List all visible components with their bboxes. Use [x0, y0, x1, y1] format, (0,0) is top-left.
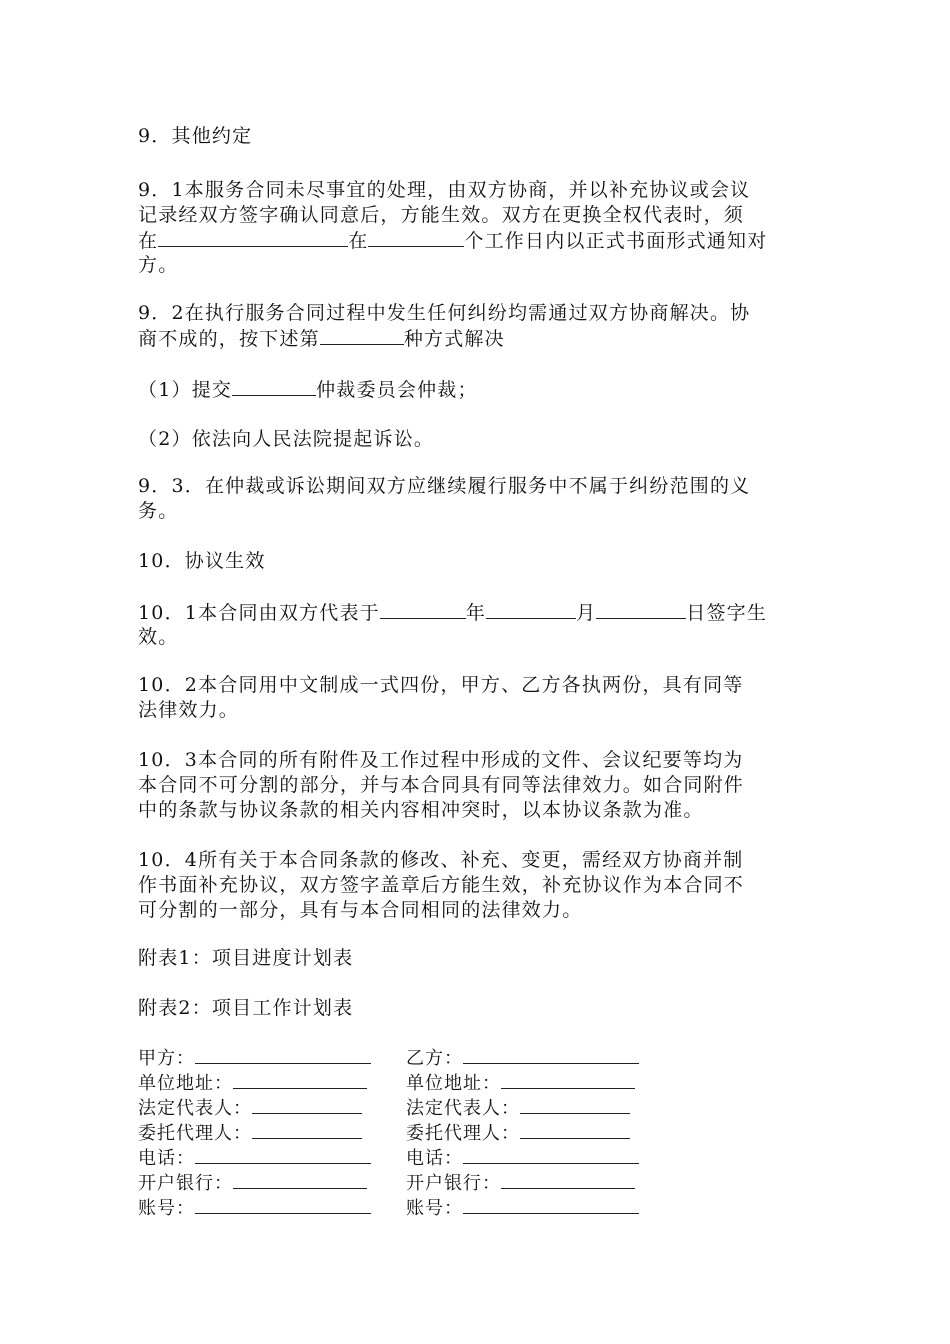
clause-9-1-line — [138, 228, 818, 254]
party-a-agent-row — [138, 1121, 362, 1146]
clause-10-1-line — [138, 600, 818, 626]
appendix-1: 附表1：项目进度计划表 — [138, 947, 354, 969]
text-fragment: 在 — [348, 230, 369, 252]
clause-10-4-line: 10．4所有关于本合同条款的修改、补充、变更，需经双方协商并制 — [138, 849, 744, 871]
field-label: 单位地址： — [406, 1073, 501, 1094]
fill-in-blank[interactable] — [233, 1171, 367, 1189]
fill-in-blank[interactable] — [463, 1196, 639, 1214]
clause-10-2-line: 法律效力。 — [138, 699, 240, 721]
text-fragment: 商不成的，按下述第 — [138, 328, 320, 350]
fill-in-blank[interactable] — [501, 1071, 635, 1089]
fill-in-blank[interactable] — [195, 1196, 371, 1214]
party-a-name-row — [138, 1046, 371, 1071]
fill-in-blank[interactable] — [195, 1146, 371, 1164]
option-1 — [138, 377, 818, 403]
text-fragment: （1）提交 — [138, 379, 233, 401]
fill-in-blank[interactable] — [252, 1096, 362, 1114]
appendix-2: 附表2：项目工作计划表 — [138, 997, 354, 1019]
fill-in-blank[interactable] — [320, 326, 404, 345]
field-label: 乙方： — [406, 1048, 463, 1069]
clause-9-3-line: 务。 — [138, 500, 179, 522]
fill-in-blank[interactable] — [252, 1121, 362, 1139]
clause-9-2-line — [138, 326, 818, 352]
field-label: 委托代理人： — [406, 1123, 520, 1144]
clause-10-1-line: 效。 — [138, 626, 179, 648]
field-label: 法定代表人： — [406, 1098, 520, 1119]
field-label: 甲方： — [138, 1048, 195, 1069]
field-label: 单位地址： — [138, 1073, 233, 1094]
party-b-phone-row — [406, 1146, 639, 1171]
clause-10-2-line: 10．2本合同用中文制成一式四份，甲方、乙方各执两份，具有同等 — [138, 674, 744, 696]
party-a-legal-rep-row — [138, 1096, 362, 1121]
fill-in-blank[interactable] — [232, 377, 316, 396]
party-b-account-row — [406, 1196, 639, 1221]
section-10-title: 10．协议生效 — [138, 550, 266, 572]
clause-9-1-line: 记录经双方签字确认同意后，方能生效。双方在更换全权代表时，须 — [138, 204, 745, 226]
text-fragment: 种方式解决 — [403, 328, 505, 350]
field-label: 账号： — [138, 1198, 195, 1219]
clause-9-1-line: 9．1本服务合同未尽事宜的处理，由双方协商，并以补充协议或会议 — [138, 179, 751, 201]
fill-in-blank[interactable] — [463, 1046, 639, 1064]
party-b-name-row — [406, 1046, 639, 1071]
party-b-agent-row — [406, 1121, 630, 1146]
clause-10-4-line: 可分割的一部分，具有与本合同相同的法律效力。 — [138, 899, 583, 921]
field-label: 账号： — [406, 1198, 463, 1219]
field-label: 开户银行： — [406, 1173, 501, 1194]
clause-10-3-line: 10．3本合同的所有附件及工作过程中形成的文件、会议纪要等均为 — [138, 749, 744, 771]
fill-in-blank[interactable] — [520, 1121, 630, 1139]
clause-10-4-line: 作书面补充协议，双方签字盖章后方能生效，补充协议作为本合同不 — [138, 874, 745, 896]
field-label: 委托代理人： — [138, 1123, 252, 1144]
fill-in-blank[interactable] — [486, 600, 576, 619]
party-a-phone-row — [138, 1146, 371, 1171]
fill-in-blank[interactable] — [501, 1171, 635, 1189]
party-b-address-row — [406, 1071, 635, 1096]
text-fragment: 在 — [138, 230, 159, 252]
fill-in-blank[interactable] — [195, 1046, 371, 1064]
field-label: 法定代表人： — [138, 1098, 252, 1119]
fill-in-blank[interactable] — [368, 228, 464, 247]
option-2: （2）依法向人民法院提起诉讼。 — [138, 428, 435, 450]
clause-9-1-line: 方。 — [138, 254, 179, 276]
fill-in-blank[interactable] — [596, 600, 686, 619]
fill-in-blank[interactable] — [158, 228, 348, 247]
field-label: 电话： — [406, 1148, 463, 1169]
party-b-bank-row — [406, 1171, 635, 1196]
fill-in-blank[interactable] — [233, 1071, 367, 1089]
clause-9-2-line: 9．2在执行服务合同过程中发生任何纠纷均需通过双方协商解决。协 — [138, 302, 751, 324]
field-label: 开户银行： — [138, 1173, 233, 1194]
clause-9-3-line: 9．3．在仲裁或诉讼期间双方应继续履行服务中不属于纠纷范围的义 — [138, 475, 751, 497]
fill-in-blank[interactable] — [463, 1146, 639, 1164]
text-fragment: 仲裁委员会仲裁； — [316, 379, 478, 401]
party-b-legal-rep-row — [406, 1096, 630, 1121]
text-fragment: 月 — [576, 602, 597, 624]
text-fragment: 年 — [465, 602, 487, 624]
fill-in-blank[interactable] — [520, 1096, 630, 1114]
text-fragment: 日签字生 — [686, 602, 768, 624]
clause-10-3-line: 中的条款与协议条款的相关内容相冲突时，以本协议条款为准。 — [138, 799, 704, 821]
party-a-bank-row — [138, 1171, 367, 1196]
clause-10-3-line: 本合同不可分割的部分，并与本合同具有同等法律效力。如合同附件 — [138, 774, 745, 796]
party-a-account-row — [138, 1196, 371, 1221]
field-label: 电话： — [138, 1148, 195, 1169]
section-9-title: 9．其他约定 — [138, 125, 253, 147]
fill-in-blank[interactable] — [380, 600, 466, 619]
text-fragment: 个工作日内以正式书面形式通知对 — [464, 230, 768, 252]
party-a-address-row — [138, 1071, 367, 1096]
text-fragment: 10．1本合同由双方代表于 — [138, 602, 380, 624]
